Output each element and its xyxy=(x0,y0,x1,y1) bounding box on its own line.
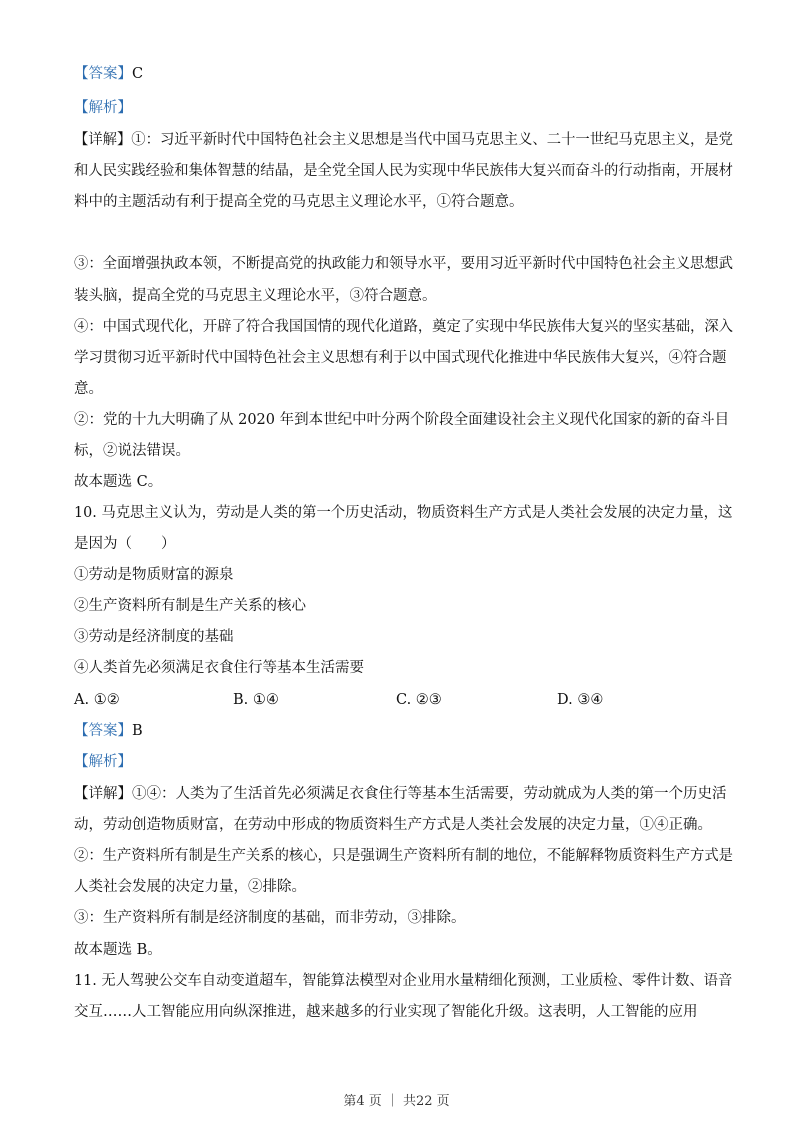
q10-item-1: ①劳动是物质财富的源泉 xyxy=(74,567,234,583)
q10-detail-line-4: 人类社会发展的决定力量，②排除。 xyxy=(74,879,306,895)
q10-answer-line xyxy=(74,721,143,741)
q10-option-c: C. ②③ xyxy=(396,692,442,708)
q10-option-b: B. ①④ xyxy=(233,692,279,708)
q10-detail-line-3: ②：生产资料所有制是生产关系的核心，只是强调生产资料所有制的地位，不能解释物质资料生产方式是 xyxy=(74,848,733,864)
q9-detail-line-4: ③：全面增强执政本领，不断提高党的执政能力和领导水平，要用习近平新时代中国特色社会主义思想武 xyxy=(74,256,733,272)
q9-detail-text-1: ①：习近平新时代中国特色社会主义思想是当代中国马克思主义、二十一世纪马克思主义，是党 xyxy=(131,132,733,148)
q9-detail-line-2: 和人民实践经验和集体智慧的结晶，是全党全国人民为实现中华民族伟大复兴而奋斗的行动指南，开展材 xyxy=(74,163,733,179)
q9-analysis-tag: 【解析】 xyxy=(74,100,132,116)
q9-answer-value: C xyxy=(132,66,144,82)
q10-answer-tag: 【答案】 xyxy=(74,723,132,739)
q9-detail-tag: 【详解】 xyxy=(74,132,132,148)
q9-conclusion: 故本题选 C。 xyxy=(74,474,163,490)
q9-detail-line-10: 标，②说法错误。 xyxy=(74,443,190,459)
q10-detail-line-2: 动，劳动创造物质财富，在劳动中形成的物质资料生产方式是人类社会发展的决定力量，①④正确。 xyxy=(74,817,712,833)
q10-conclusion: 故本题选 B。 xyxy=(74,942,162,958)
q10-stem-line-2: 是因为（ ） xyxy=(74,536,176,552)
q10-stem-line-1: 10. 马克思主义认为，劳动是人类的第一个历史活动，物质资料生产方式是人类社会发展的决定力量，这 xyxy=(74,505,733,521)
q9-detail-line-3: 料中的主题活动有利于提高全党的马克思主义理论水平，①符合题意。 xyxy=(74,194,524,210)
q9-detail-line-8: 意。 xyxy=(74,381,103,397)
q10-item-3: ③劳动是经济制度的基础 xyxy=(74,629,234,645)
page-footer: 第4 页 ｜ 共22 页 xyxy=(343,1094,450,1109)
q10-detail-tag: 【详解】 xyxy=(74,786,132,802)
q10-answer-value: B xyxy=(132,723,143,739)
q11-stem-line-2: 交互……人工智能应用向纵深推进，越来越多的行业实现了智能化升级。这表明，人工智能的应用 xyxy=(74,1004,698,1020)
q9-answer-line xyxy=(74,64,143,84)
q9-detail-line-7: 学习贯彻习近平新时代中国特色社会主义思想有利于以中国式现代化推进中华民族伟大复兴，④符合题 xyxy=(74,350,727,366)
q10-item-4: ④人类首先必须满足衣食住行等基本生活需要 xyxy=(74,660,364,676)
q10-option-d: D. ③④ xyxy=(557,692,604,708)
q9-answer-tag: 【答案】 xyxy=(74,66,132,82)
q9-detail-line-9: ②：党的十九大明确了从 2020 年到本世纪中叶分两个阶段全面建设社会主义现代化国家的新的奋斗目 xyxy=(74,412,730,428)
q9-detail-line-5: 装头脑，提高全党的马克思主义理论水平，③符合题意。 xyxy=(74,288,437,304)
q10-analysis-tag: 【解析】 xyxy=(74,754,132,770)
q9-detail-line-6: ④：中国式现代化，开辟了符合我国国情的现代化道路，奠定了实现中华民族伟大复兴的坚实基础，深入 xyxy=(74,319,733,335)
q10-detail-line-5: ③：生产资料所有制是经济制度的基础，而非劳动，③排除。 xyxy=(74,910,466,926)
q9-detail-line-1 xyxy=(74,130,733,150)
q10-item-2: ②生产资料所有制是生产关系的核心 xyxy=(74,598,306,614)
q10-option-a: A. ①② xyxy=(74,692,120,708)
q10-detail-text-1: ①④：人类为了生活首先必须满足衣食住行等基本生活需要，劳动就成为人类的第一个历史活 xyxy=(132,786,727,802)
q11-stem-line-1: 11. 无人驾驶公交车自动变道超车，智能算法模型对企业用水量精细化预测，工业质检、零件计数、语音 xyxy=(74,973,733,989)
q10-detail-line-1 xyxy=(74,784,727,804)
